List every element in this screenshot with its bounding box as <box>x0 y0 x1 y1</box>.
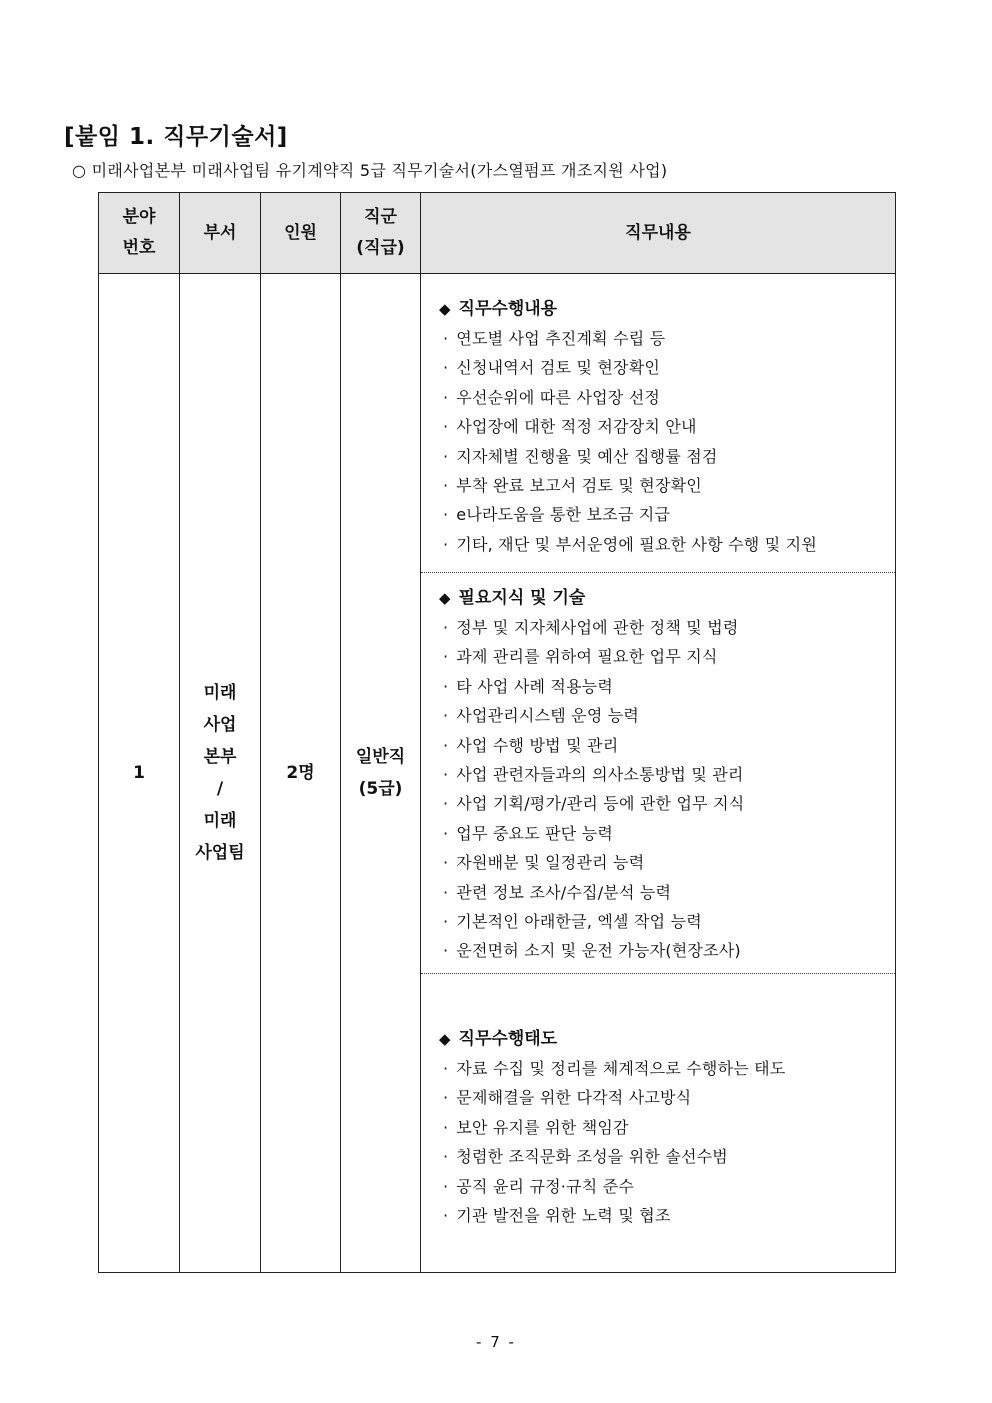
list-item-text: 자료 수집 및 정리를 체계적으로 수행하는 태도 <box>456 1059 786 1078</box>
header-duties: 직무내용 <box>421 193 896 274</box>
header-field-number <box>99 193 180 274</box>
cell-headcount: 2명 <box>261 274 341 1273</box>
department-line: 미래 <box>203 683 237 703</box>
bullet-icon: · <box>443 647 449 667</box>
section-item-list <box>439 324 895 559</box>
list-item-text: 운전면허 소지 및 운전 가능자(현장조사) <box>456 941 741 961</box>
list-item <box>439 1142 895 1171</box>
list-item-text: 과제 관리를 위하여 필요한 업무 지식 <box>456 647 718 667</box>
rank-line2: (5급) <box>358 779 403 799</box>
bullet-icon: · <box>443 446 449 466</box>
bullet-icon: · <box>443 387 449 407</box>
diamond-icon: ◆ <box>439 1030 451 1048</box>
section-heading <box>439 583 895 613</box>
list-item <box>439 471 895 500</box>
list-item-text: 사업 수행 방법 및 관리 <box>456 735 619 755</box>
bullet-icon: · <box>443 1147 449 1167</box>
list-item-text: 관련 정보 조사/수집/분석 능력 <box>456 882 672 902</box>
document-title: [붙임 1. 직무기술서] <box>64 124 288 150</box>
list-item-text: 우선순위에 따른 사업장 선정 <box>456 387 661 407</box>
department-line: 사업 <box>203 715 237 735</box>
bullet-icon: · <box>443 329 449 348</box>
bullet-icon: · <box>443 882 449 902</box>
list-item <box>439 1083 895 1112</box>
list-item-text: 자원배분 및 일정관리 능력 <box>456 853 645 873</box>
section-heading <box>439 294 895 324</box>
diamond-icon: ◆ <box>439 589 451 607</box>
list-item-text: 타 사업 사례 적용능력 <box>456 676 614 696</box>
cell-duties <box>421 274 896 1273</box>
list-item-text: 공직 윤리 규정·규칙 준수 <box>456 1176 635 1196</box>
list-item-text: 사업 관련자들과의 의사소통방법 및 관리 <box>456 764 744 784</box>
section-heading-text: 필요지식 및 기술 <box>458 588 586 608</box>
list-item <box>439 1113 895 1142</box>
list-item <box>439 848 895 877</box>
list-item <box>439 878 895 907</box>
header-field-number-line2: 번호 <box>122 238 156 258</box>
list-item <box>439 353 895 382</box>
list-item <box>439 907 895 936</box>
bullet-icon: · <box>443 1205 449 1225</box>
list-item-text: 정부 및 지자체사업에 관한 정책 및 법령 <box>456 618 739 637</box>
list-item <box>439 1201 895 1230</box>
bullet-icon: · <box>443 1088 449 1108</box>
list-item <box>439 642 895 671</box>
diamond-icon: ◆ <box>439 300 451 318</box>
list-item <box>439 324 895 353</box>
page-number: - 7 - <box>476 1333 516 1351</box>
list-item <box>439 442 895 471</box>
list-item <box>439 760 895 789</box>
bullet-icon: · <box>443 911 449 931</box>
list-item <box>439 1054 895 1083</box>
section-item-list <box>439 1054 895 1230</box>
section-work-attitude <box>421 974 895 1272</box>
department-line: 사업팀 <box>195 843 245 863</box>
list-item-text: 연도별 사업 추진계획 수립 등 <box>456 329 666 348</box>
bullet-icon: · <box>443 417 449 437</box>
department-line: 본부 <box>203 747 237 767</box>
list-item <box>439 613 895 642</box>
section-item-list <box>439 613 895 966</box>
bullet-icon: · <box>443 1059 449 1078</box>
list-item-text: 사업 기획/평가/관리 등에 관한 업무 지식 <box>456 794 745 814</box>
bullet-icon: · <box>443 794 449 814</box>
cell-rank <box>341 274 421 1273</box>
list-item-text: 기관 발전을 위한 노력 및 협조 <box>456 1205 671 1225</box>
list-item <box>439 701 895 730</box>
bullet-icon: · <box>443 853 449 873</box>
bullet-icon: · <box>443 676 449 696</box>
header-headcount: 인원 <box>261 193 341 274</box>
section-heading-text: 직무수행내용 <box>458 299 558 319</box>
list-item-text: 사업관리시스템 운영 능력 <box>456 706 640 726</box>
document-subtitle: ○ 미래사업본부 미래사업팀 유기계약직 5급 직무기술서(가스열펌프 개조지원 사업) <box>72 161 668 180</box>
list-item-text: 청렴한 조직문화 조성을 위한 솔선수범 <box>456 1147 728 1167</box>
table-header-row <box>99 193 896 274</box>
job-description-table <box>98 192 896 1273</box>
list-item-text: 신청내역서 검토 및 현장확인 <box>456 358 661 378</box>
header-rank-line1: 직군 <box>364 207 397 227</box>
list-item <box>439 383 895 412</box>
list-item <box>439 1172 895 1201</box>
list-item-text: 기본적인 아래한글, 엑셀 작업 능력 <box>456 911 702 931</box>
list-item <box>439 412 895 441</box>
list-item-text: 부착 완료 보고서 검토 및 현장확인 <box>456 475 702 495</box>
list-item <box>439 731 895 760</box>
bullet-icon: · <box>443 505 449 525</box>
header-department: 부서 <box>180 193 261 274</box>
list-item <box>439 530 895 559</box>
header-rank <box>341 193 421 274</box>
section-knowledge-skills <box>421 573 895 974</box>
department-line: 미래 <box>203 811 237 831</box>
bullet-icon: · <box>443 823 449 843</box>
list-item <box>439 936 895 965</box>
department-line: / <box>216 779 224 799</box>
bullet-icon: · <box>443 1176 449 1196</box>
header-rank-line2: (직급) <box>356 238 405 258</box>
list-item <box>439 819 895 848</box>
bullet-icon: · <box>443 475 449 495</box>
bullet-icon: · <box>443 941 449 961</box>
list-item <box>439 672 895 701</box>
bullet-icon: · <box>443 735 449 755</box>
list-item-text: 지자체별 진행율 및 예산 집행률 점검 <box>456 446 718 466</box>
bullet-icon: · <box>443 1117 449 1137</box>
header-field-number-line1: 분야 <box>122 207 156 227</box>
list-item-text: 사업장에 대한 적정 저감장치 안내 <box>456 417 697 437</box>
bullet-icon: · <box>443 358 449 378</box>
section-job-tasks <box>421 274 895 573</box>
list-item-text: 보안 유지를 위한 책임감 <box>456 1117 629 1137</box>
bullet-icon: · <box>443 534 449 554</box>
list-item-text: 업무 중요도 판단 능력 <box>456 823 614 843</box>
cell-field-number: 1 <box>99 274 180 1273</box>
bullet-icon: · <box>443 706 449 726</box>
rank-line1: 일반직 <box>355 747 406 767</box>
list-item-text: 문제해결을 위한 다각적 사고방식 <box>456 1088 692 1108</box>
bullet-icon: · <box>443 618 449 637</box>
cell-department <box>180 274 261 1273</box>
list-item <box>439 500 895 529</box>
list-item-text: e나라도움을 통한 보조금 지급 <box>456 505 671 525</box>
section-heading <box>439 1024 895 1054</box>
list-item-text: 기타, 재단 및 부서운영에 필요한 사항 수행 및 지원 <box>456 534 817 554</box>
list-item <box>439 789 895 818</box>
table-row <box>99 274 896 1273</box>
bullet-icon: · <box>443 764 449 784</box>
section-heading-text: 직무수행태도 <box>458 1029 558 1049</box>
